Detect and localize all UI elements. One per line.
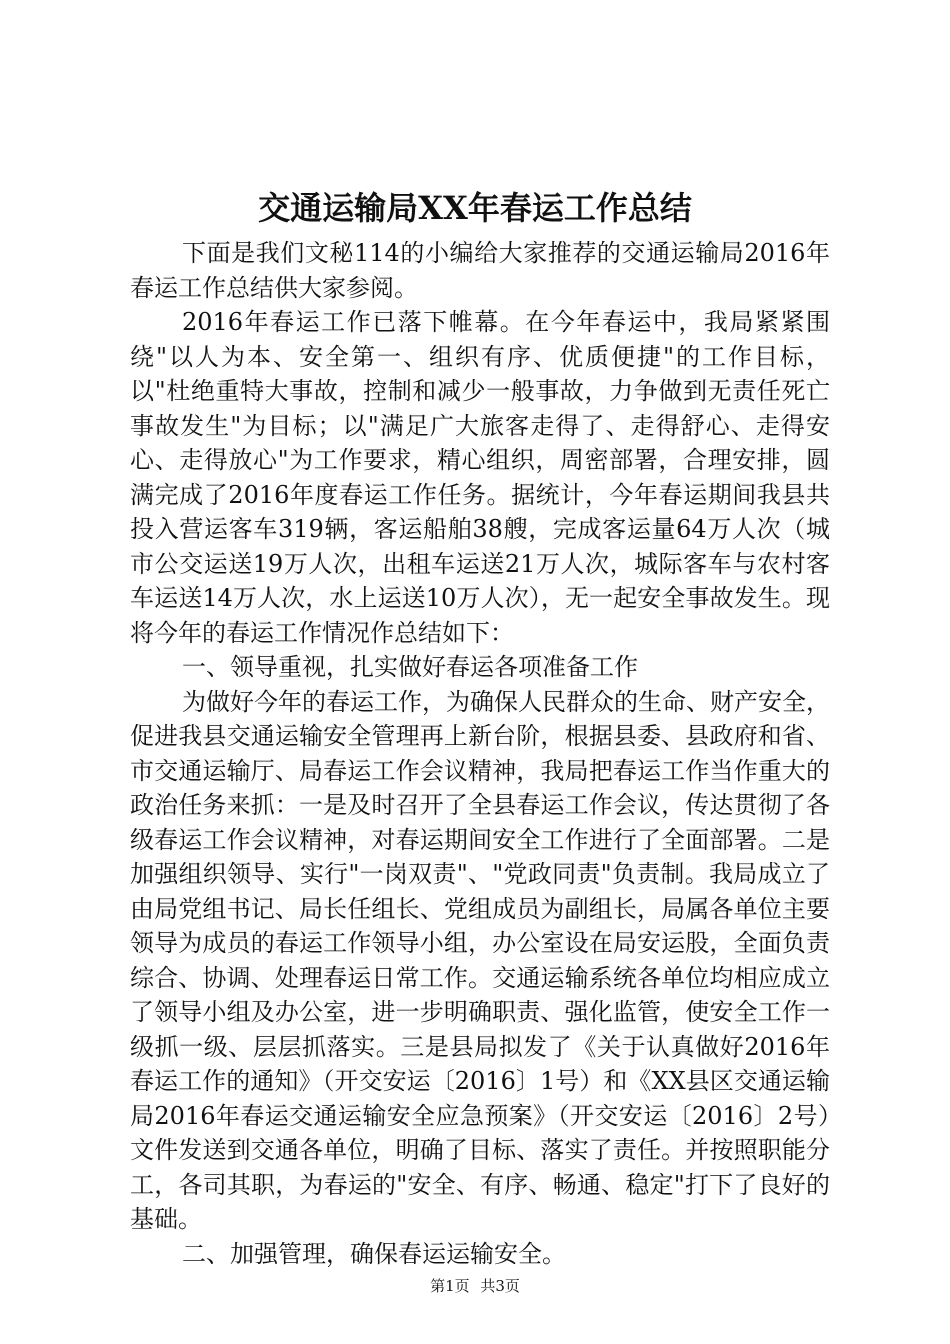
page-footer [0,1276,950,1296]
paragraph-intro: 下面是我们文秘114的小编给大家推荐的交通运输局2016年春运工作总结供大家参阅。 [130,239,830,302]
paragraph-summary: 2016年春运工作已落下帷幕。在今年春运中，我局紧紧围绕"以人为本、安全第一、组织有序、优质便捷"的工作目标，以"杜绝重特大事故，控制和减少一般事故，力争做到无责任死亡事故发生"为目标；以"满足广大旅客走得了、走得舒心、走得安心、走得放心"为工作要求，精心组织，周密部署，合理安排，圆满完成了2016年度春运工作任务。据统计，今年春运期间我县共投入营运客车319辆，客运船舶38艘，完成客运量64万人次（城市公交运送19万人次，出租车运送21万人次，城际客车与农村客车运送14万人次，水上运送10万人次），无一起安全事故发生。现将今年的春运工作情况作总结如下： [130,308,830,647]
page-number: 第1页 [430,1277,470,1295]
document-body [130,236,830,1271]
paragraph-section-1: 为做好今年的春运工作，为确保人民群众的生命、财产安全，促进我县交通运输安全管理再上新台阶，根据县委、县政府和省、市交通运输厅、局春运工作会议精神，我局把春运工作当作重大的政治任务来抓：一是及时召开了全县春运工作会议，传达贯彻了各级春运工作会议精神，对春运期间安全工作进行了全面部署。二是加强组织领导、实行"一岗双责"、"党政同责"负责制。我局成立了由局党组书记、局长任组长、党组成员为副组长，局属各单位主要领导为成员的春运工作领导小组，办公室设在局安运股，全面负责综合、协调、处理春运日常工作。交通运输系统各单位均相应成立了领导小组及办公室，进一步明确职责、强化监管，使安全工作一级抓一级、层层抓落实。三是县局拟发了《关于认真做好2016年春运工作的通知》（开交安运〔2016〕1号）和《XX县区交通运输局2016年春运交通运输安全应急预案》（开交安运〔2016〕2号）文件发送到交通各单位，明确了目标、落实了责任。并按照职能分工，各司其职，为春运的"安全、有序、畅通、稳定"打下了良好的基础。 [130,687,830,1233]
document-title: 交通运输局XX年春运工作总结 [258,189,692,227]
page-total: 共3页 [480,1277,520,1295]
section-heading-2: 二、加强管理，确保春运运输安全。 [182,1239,566,1268]
section-heading-1: 一、领导重视，扎实做好春运各项准备工作 [182,653,638,681]
